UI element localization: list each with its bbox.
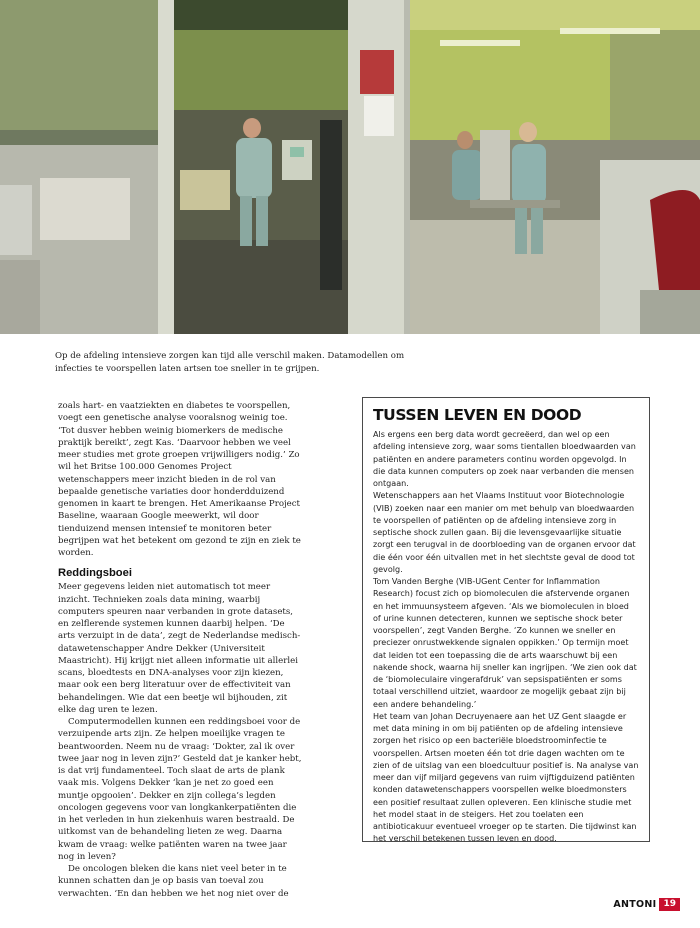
magazine-name: ANTONI bbox=[613, 898, 657, 910]
caption-line-2: infecties te voorspellen laten artsen toe sneller in te grijpen. bbox=[55, 364, 320, 374]
article-paragraph: Computermodellen kunnen een reddingsboei voor de verzuipende arts zijn. Ze helpen moeilijke vragen te beantwoorden. Neem nu de vraag: ‘Dokter, zal ik over twee jaar nog in leven zijn?’ Gesteld dat je kanker hebt, is dat vrij fundamenteel. Toch slaat de arts de plank vaak mis. Volgens Dekker ‘kan je net zo goed een muntje opgooien’. Dekker en zijn collega’s legden oncologen gegevens voor van longkankerpatiënten die in het verleden in hun ziekenhuis waren bestraald. De uitkomst van de behandeling lieten ze weg. Daarna kwam de vraag: welke patiënten waren na twee jaar nog in leven? bbox=[58, 717, 302, 862]
page-number: 19 bbox=[659, 898, 680, 911]
page-footer bbox=[613, 898, 680, 910]
hospital-ward-photo bbox=[0, 0, 700, 334]
article-paragraph: Meer gegevens leiden niet automatisch tot meer inzicht. Technieken zoals data mining, waarbij computers speuren naar verbanden in grote datasets, en zelflerende systemen kunnen daarbij helpen. ‘De arts verzuipt in de data’, zegt de Nederlandse medisch-datawetenschapper Andre Dekker (Universiteit Maastricht). Hij krijgt niet alleen informatie uit allerlei scans, bloedtests en DNA-analyses voor zijn kiezen, maar ook een berg literatuur over de effectiviteit van behandelingen. Wie dat een beetje wil bijhouden, zit elke dag uren te lezen. bbox=[58, 582, 301, 715]
article-paragraph: zoals hart- en vaatziekten en diabetes te voorspellen, voegt een genetische analyse vooralsnog weinig toe. ‘Tot dusver hebben weinig biomerkers de medische praktijk bereikt’, zegt Kas. ‘Daarvoor hebben we veel meer studies met grote groepen vrijwilligers nodig.’ Zo wil het Britse 100.000 Genomes Project wetenschappers meer inzicht bieden in de rol van bepaalde genetische variaties door honderdduizend genomen in kaart te brengen. Het Amerikaanse Project Baseline, waaraan Google meewerkt, wil door tienduizend mensen intensief te monitoren beter begrijpen wat het betekent om gezond te zijn en ziek te worden. bbox=[58, 401, 301, 558]
sidebar-paragraph: Als ergens een berg data wordt gecreëerd, dan wel op een afdeling intensieve zorg, waar soms tientallen bloedwaarden van patiënten en andere parameters continu worden opgevolgd. In die data kunnen computers op zoek naar verbanden die mensen ontgaan. bbox=[373, 430, 636, 488]
photo-caption bbox=[55, 350, 475, 376]
section-heading: Reddingsboei bbox=[58, 567, 132, 580]
article-column bbox=[58, 400, 304, 900]
sidebar-body bbox=[373, 429, 639, 846]
sidebar-box bbox=[362, 397, 650, 842]
article-paragraph: De oncologen bleken die kans niet veel beter in te kunnen schatten dan je op basis van toeval zou verwachten. ‘En dan hebben we het nog niet over de bbox=[58, 864, 289, 899]
sidebar-title: TUSSEN LEVEN EN DOOD bbox=[373, 406, 582, 424]
sidebar-paragraph: Wetenschappers aan het Vlaams Instituut voor Biotechnologie (VIB) zoeken naar een manier om met behulp van bloedwaarden te voorspellen of patiënten op de afdeling intensieve zorg in septische shock zullen gaan. Bij die levensgevaarlijke situatie zorgt een terugval in de doorbloeding van de organen ervoor dat die één voor één uitvallen met in het slechtste geval de dood tot gevolg. bbox=[373, 491, 636, 574]
sidebar-paragraph: Tom Vanden Berghe (VIB-UGent Center for Inflammation Research) focust zich op biomoleculen die afstervende organen en het immuunsysteem afgeven. ‘Als we biomoleculen in bloed of urine kunnen detecteren, kunnen we septische shock beter voorspellen’, zegt Vanden Berghe. ‘Zo kunnen we sneller en preciezer onrustwekkende signalen oppikken.’ Op termijn moet dat leiden tot een toepassing die de arts waarschuwt bij een nakende shock, waarna hij sneller kan ingrijpen. ‘We zien ook dat de ‘biomoleculaire vingerafdruk’ van sepsispatiënten er soms totaal verschillend uitziet, waardoor ze mogelijk gebaat zijn bij een andere behandeling.’ bbox=[373, 577, 637, 709]
caption-line-1: Op de afdeling intensieve zorgen kan tijd alle verschil maken. Datamodellen om bbox=[55, 351, 405, 361]
sidebar-paragraph: Het team van Johan Decruyenaere aan het UZ Gent slaagde er met data mining in om bij patiënten op de afdeling intensieve zorgen het risico op een bacteriële bloedstroominfectie te voorspellen. Artsen moeten één tot drie dagen wachten om te zien of de uitslag van een bloedcultuur positief is. Na analyse van meer dan vijf miljard gegevens van ruim vijftigduizend patiënten konden datawetenschappers voorspellen welke bloedmonsters een positief resultaat zullen opleveren. Een klinische studie met het model staat in de steigers. Het zou toelaten een antibioticakuur eventueel vroeger op te starten. Die tijdwinst kan het verschil betekenen tussen leven en dood. bbox=[373, 711, 639, 844]
